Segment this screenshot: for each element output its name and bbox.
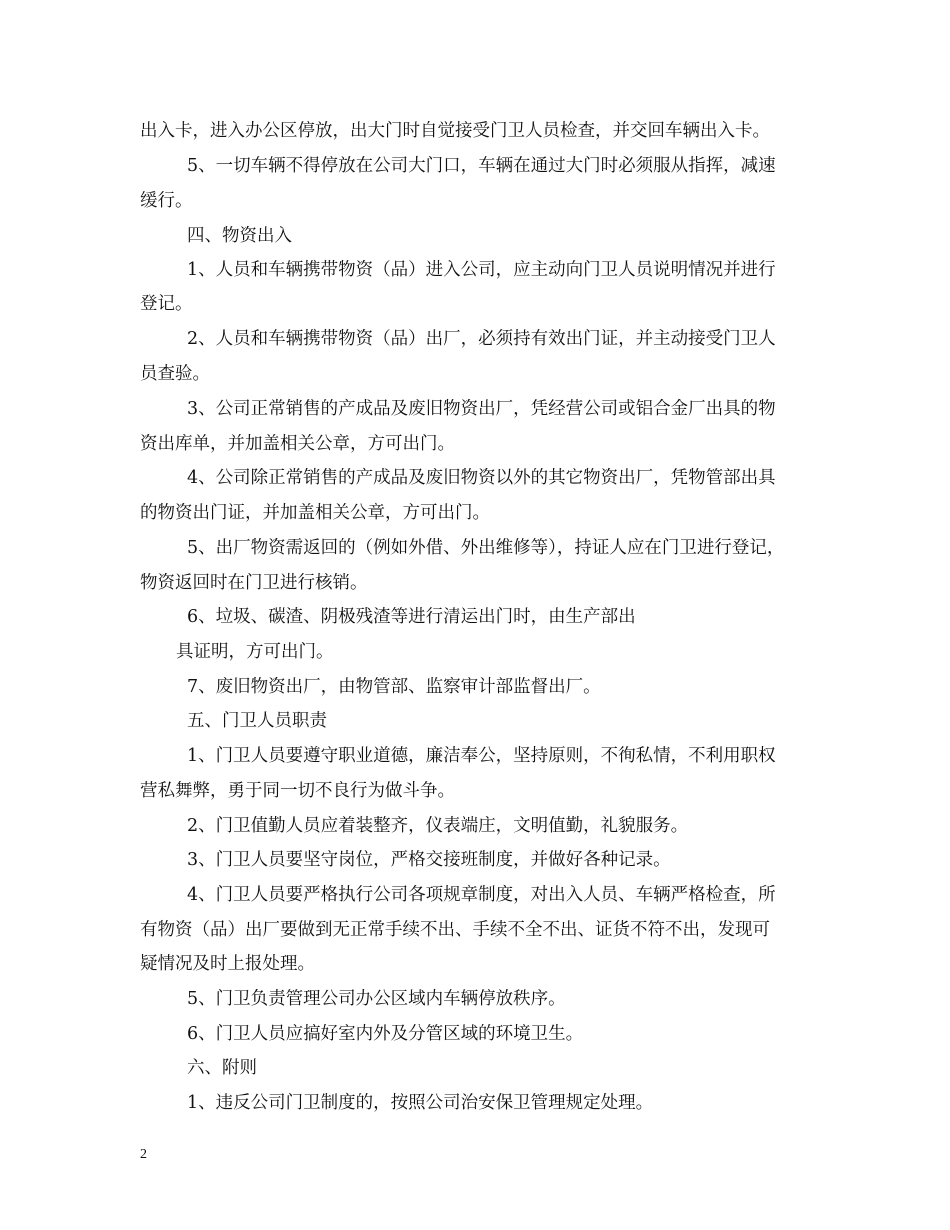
text-line: 有物资（品）出厂要做到无正常手续不出、手续不全不出、证货不符不出，发现可 <box>140 920 770 940</box>
text-line: 资出库单，并加盖相关公章，方可出门。 <box>140 434 455 454</box>
text-line: 2、人员和车辆携带物资（品）出厂，必须持有效出门证，并主动接受门卫人 <box>187 329 776 349</box>
text-line: 具证明，方可出门。 <box>176 642 334 662</box>
page-number: 2 <box>140 1147 147 1162</box>
text-line: 1、违反公司门卫制度的，按照公司治安保卫管理规定处理。 <box>187 1093 654 1113</box>
text-line: 1、门卫人员要遵守职业道德，廉洁奉公，坚持原则，不徇私情，不利用职权 <box>187 746 776 766</box>
text-line: 疑情况及时上报处理。 <box>140 954 315 974</box>
section-heading: 五、门卫人员职责 <box>187 711 327 731</box>
text-line: 6、垃圾、碳渣、阴极残渣等进行清运出门时，由生产部出 <box>187 607 636 627</box>
text-line: 4、门卫人员要严格执行公司各项规章制度，对出入人员、车辆严格检查，所 <box>187 885 776 905</box>
text-line: 员查验。 <box>140 364 210 384</box>
text-line: 缓行。 <box>140 191 193 211</box>
text-line: 登记。 <box>140 294 193 314</box>
text-line: 1、人员和车辆携带物资（品）进入公司，应主动向门卫人员说明情况并进行 <box>187 260 776 280</box>
text-line: 6、门卫人员应搞好室内外及分管区域的环境卫生。 <box>187 1024 584 1044</box>
text-line: 营私舞弊，勇于同一切不良行为做斗争。 <box>140 781 455 801</box>
text-line: 物资返回时在门卫进行核销。 <box>140 573 368 593</box>
section-heading: 六、附则 <box>187 1058 257 1078</box>
text-line: 4、公司除正常销售的产成品及废旧物资以外的其它物资出厂，凭物管部出具 <box>187 468 776 488</box>
text-line: 的物资出门证，并加盖相关公章，方可出门。 <box>140 503 490 523</box>
section-heading: 四、物资出入 <box>187 226 292 246</box>
text-line: 5、出厂物资需返回的（例如外借、外出维修等），持证人应在门卫进行登记， <box>187 538 785 558</box>
text-line: 5、一切车辆不得停放在公司大门口，车辆在通过大门时必须服从指挥，减速 <box>187 156 776 176</box>
text-line: 出入卡，进入办公区停放，出大门时自觉接受门卫人员检查，并交回车辆出入卡。 <box>140 121 770 141</box>
text-line: 3、公司正常销售的产成品及废旧物资出厂，凭经营公司或铝合金厂出具的物 <box>187 399 776 419</box>
text-line: 2、门卫值勤人员应着装整齐，仪表端庄，文明值勤，礼貌服务。 <box>187 816 689 836</box>
text-line: 3、门卫人员要坚守岗位，严格交接班制度，并做好各种记录。 <box>187 850 671 870</box>
text-line: 5、门卫负责管理公司办公区域内车辆停放秩序。 <box>187 989 566 1009</box>
text-line: 7、废旧物资出厂，由物管部、监察审计部监督出厂。 <box>187 677 601 697</box>
